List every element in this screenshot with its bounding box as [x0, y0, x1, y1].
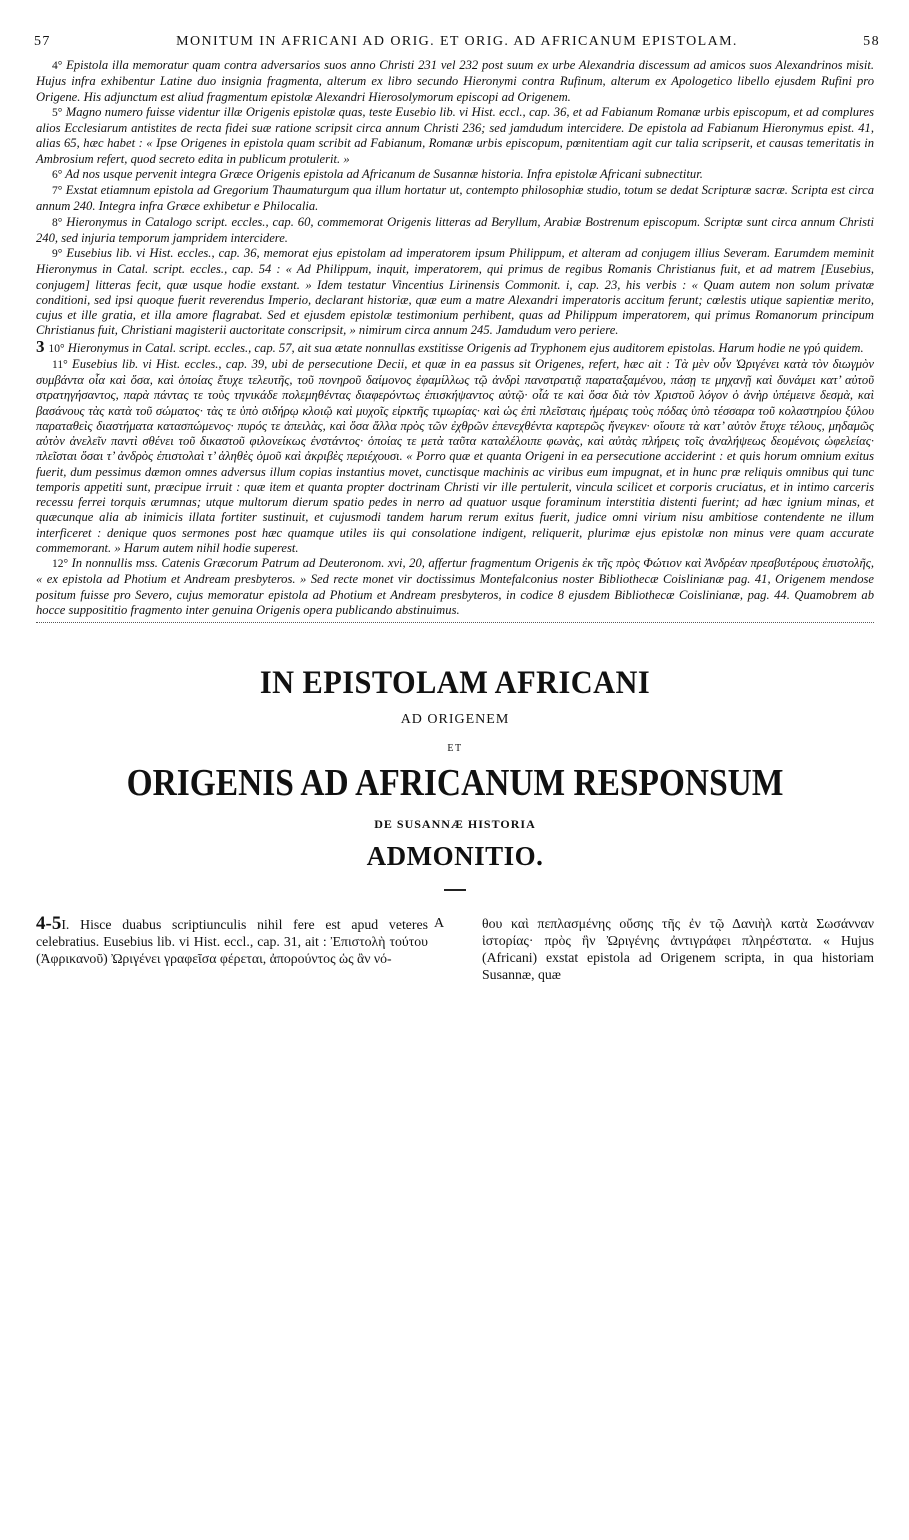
admonitio-heading: ADMONITIO. [366, 841, 544, 871]
subtitle: DE SUSANNÆ HISTORIA [374, 817, 536, 831]
big-title: ORIGENIS AD AFRICANUM RESPONSUM [126, 762, 784, 804]
note-4: 4° Epistola illa memoratur quam contra adversarios suos anno Christi 231 vel 232 post suum ex urbe Alexandria discessum ad amicos suos Alexandrinos misit. Hujus infra exhibentur Latine duo insignia fragmenta, alterum ex libro secundo Hieronymi contra Rufinum, alterum ex Apologetico libello ejusdem Rufini pro Origene. His adjunctum est aliud fragmentum epistolæ Alexandri Hierosolymorum episcopi ad Origenem. [36, 58, 874, 104]
note-8: 8° Hieronymus in Catalogo script. eccles., cap. 60, commemorat Origenis litteras ad Beryllum, Arabiæ Bostrenum episcopum. Scriptæ sunt circa annum Christi 240, sed injuria temporum jampridem intercidere. [36, 214, 874, 245]
title-ad-origenem: AD ORIGENEM [400, 712, 510, 727]
two-column-text [36, 915, 874, 983]
running-head [34, 34, 880, 58]
title-et: ET [447, 743, 463, 754]
margin-marker: 3 [36, 336, 45, 356]
main-title: IN EPISTOLAM AFRICANI [259, 665, 651, 701]
right-column-number: 58 [863, 34, 880, 49]
left-column: 4-5I. Hisce duabus scriptiunculis nihil fere est apud veteres celebratius. Eusebius lib. vi Hist. eccl., cap. 31, ait : Ἐπιστολὴ τούτου (Ἀφρικανοῦ) Ὠριγένει γραφεῖσα φέρεται, ἀπορούντος ὡς ἂν νό- [36, 913, 428, 966]
note-7: 7° Exstat etiamnum epistola ad Gregorium Thaumaturgum qua illum hortatur ut, contempto philosophiæ studio, totum se dedat Scripturæ sacræ. Scripta est circa annum 240. Integra infra Græce exhibetur e Philocalia. [36, 183, 874, 214]
note-6: 6° Ad nos usque pervenit integra Græce Origenis epistola ad Africanum de Susannæ historia. Infra epistolæ Africani subnectitur. [52, 166, 703, 181]
page-marker: 4-5 [36, 913, 62, 934]
note-12: 12° In nonnullis mss. Catenis Græcorum Patrum ad Deuteronom. xvi, 20, affertur fragmentum Origenis ἐκ τῆς πρὸς Φώτιον καὶ Ἀνδρέαν πρεσβυτέρους ἐπιστολῆς, « ex epistola ad Photium et Andream presbyteros. » Sed recte monet vir doctissimus Montefalconius noster Bibliothecæ Coislinianæ pag. 41, Origenem mendose positum fuisse pro Severo, cujus memoratur epistola ad Photium et Andream presbyteros, in codice 8 ejusdem Bibliothecæ Coislinianæ, pag. 44. Quamobrem ab hocce supposititio fragmento inter genuina Origenis opera publicando abstinuimus. [36, 556, 874, 617]
notes-section [36, 58, 874, 623]
right-column: θου καὶ πεπλασμένης οὔσης τῆς ἐν τῷ Δανιὴλ κατὰ Σωσάνναν ἱστορίας· πρὸς ἣν Ὠριγένης ἀντιγράφει πληρέστατα. « Hujus (Africani) exstat epistola ad Origenem scripta, in qua historiam Susannæ, quæ [482, 916, 874, 982]
page [34, 34, 880, 983]
note-5: 5° Magno numero fuisse videntur illæ Origenis epistolæ quas, teste Eusebio lib. vi Hist. eccl., cap. 36, et ad Fabianum Romanæ urbis episcopum, et ad complures alios Ecclesiarum antistites de recta fidei suæ ratione scripsit circa annum Christi 236; sed jamdudum intercidere. De epistola ad Fabianum Hieronymus epist. 41, alias 65, hæc habet : « Ipse Origenes in epistola quam scribit ad Fabianum, Romanæ urbis episcopum, pœnitentiam agit cur talia scripserit, et causas temeritatis in Ambrosium refert, quod secreto edita in publicum protulerit. » [36, 104, 874, 166]
note-9: 9° Eusebius lib. vi Hist. eccles., cap. 36, memorat ejus epistolam ad imperatorem ipsum Philippum, et alteram ad conjugem illius Severam. Earumdem meminit Hieronymus in Catal. script. eccles., cap. 54 : « Ad Philippum, inquit, imperatorem, qui primus de regibus Romanis Christianus fuit, et ad matrem [Eusebius, conjugem] litteras fecit, quæ usque hodie exstant. » Idem testatur Vincentius Lirinensis Commonit. i, cap. 23, his verbis : « Quam autem non solum privatæ conditioni, sed ipsi quoque fuerit reverendus Imperio, declarant historiæ, quæ eum a matre Alexandri imperatoris accitum ferunt; cœlestis utique sapientiæ merito, cujus et ille gratia, et illa amore flagrabat. Sed et ejusdem epistolæ testimonium perhibent, quas ad Philippum imperatorem, qui primus Romanorum principum Christianus fuit, Christiani magisterii auctoritate conscripsit, » nimirum circa annum 245. Jamdudum vero periere. [36, 246, 874, 338]
note-10: 3 10° Hieronymus in Catal. script. eccles., cap. 57, ait sua ætate nonnullas exstitisse Origenis ad Tryphonem ejus auditorem epistolas. Harum hodie ne γρύ quidem. [36, 336, 864, 356]
running-title: MONITUM IN AFRICANI AD ORIG. ET ORIG. AD AFRICANUM EPISTOLAM. [176, 34, 738, 49]
dotted-rule [36, 622, 874, 623]
title-dash [444, 889, 466, 891]
left-column-number: 57 [34, 34, 51, 49]
title-block [36, 663, 874, 891]
column-marker: A [434, 916, 445, 931]
note-11: 11° Eusebius lib. vi Hist. eccles., cap. 39, ubi de persecutione Decii, et quæ in ea passus sit Origenes, refert, hæc ait : Τὰ μὲν οὖν Ὠριγένει κατὰ τὸν διωγμὸν συμβάντα οἷα καὶ ὅσα, καὶ ὁποίας ἔτυχε τελευτῆς, τοῦ πονηροῦ δαίμονος ἐφαμίλλως τῷ ἀνδρὶ πανστρατιᾷ παραταξαμένου, πάσῃ τε μηχανῇ καὶ δυνάμει κατ’ αὐτοῦ στρατηγήσαντος, παρὰ πάντας τε τοὺς τηνικάδε πολεμηθέντας διαφερόντως ἐπισκήψαντος αὐτῷ· οἷά τε καὶ ὅσα διὰ τὸν Χριστοῦ λόγον ὁ ἀνὴρ ὑπέμεινε δεσμὰ, καὶ βασάνους τὰς κατὰ τοῦ σώματος· τὰς τε ὑπὸ σιδήρῳ κλοιῷ καὶ μυχοῖς εἱρκτῆς τιμωρίας· καὶ ὡς ἐπὶ πλεῖσταις ἡμέραις τοὺς πόδας ὑπὸ τέσσαρα τοῦ κολαστηρίου ξύλου παραταθεὶς διαστήματα κατασπώμενος· πυρός τε ἀπειλὰς, καὶ ὅσα ἄλλα πρὸς τῶν ἐχθρῶν ἐπενεχθέντα καρτερῶς ἤνεγκεν· οἵουτε τὰ κατ’ αὐτὸν ἔτυχε τέλους, μηδαμῶς αὐτὸν ἀνελεῖν παντὶ σθένει τοῦ δικαστοῦ φιλονείκως ἐνστάντος· ὁποίας τε μετὰ ταῦτα καταλέλοιπε φωνὰς, καὶ αὐτὰς πλήρεις τοῖς ἀναλήψεως δεομένοις ὠφελείας· πλεῖσται ὅσαι τ’ ἀνδρὸς ἐπιστολαὶ τ’ ἀληθὲς ὁμοῦ καὶ ἀκριβὲς περιέχουσι. « Porro quæ et quanta Origeni in ea persecutione acciderint : et quis horum omnium exitus fuerit, dum pessimus dæmon omnes adversus illum copias instantius movet, cunctisque machinis ac viribus eum impugnat, et in hunc præ reliquis omnibus qui tunc temporis appetiti sunt, præcipue irruit : quæ item et quanta propter doctrinam Christi vir ille pertulerit, vincula scilicet et corporis cruciatus, et in intimo carceris recessu ferrei torquis ærumnas; utque multorum dierum spatio pedes in nerro ad quatuor usque foraminum interstitia distenti fuerint; ad hæc ignium minas, et quæcunque alia ab inimicis illata fortiter sustinuit, et cujusmodi tandem harum rerum exitus fuerit, judice omni virium nisu ambitiose contendente ne illum interficeret : denique quos sermones post hæc quamque utiles iis qui consolatione indigent, reliquerit, plurimæ ejus epistolæ non minus vere quam accurate commemorant. » Harum autem nihil hodie superest. [36, 356, 874, 555]
